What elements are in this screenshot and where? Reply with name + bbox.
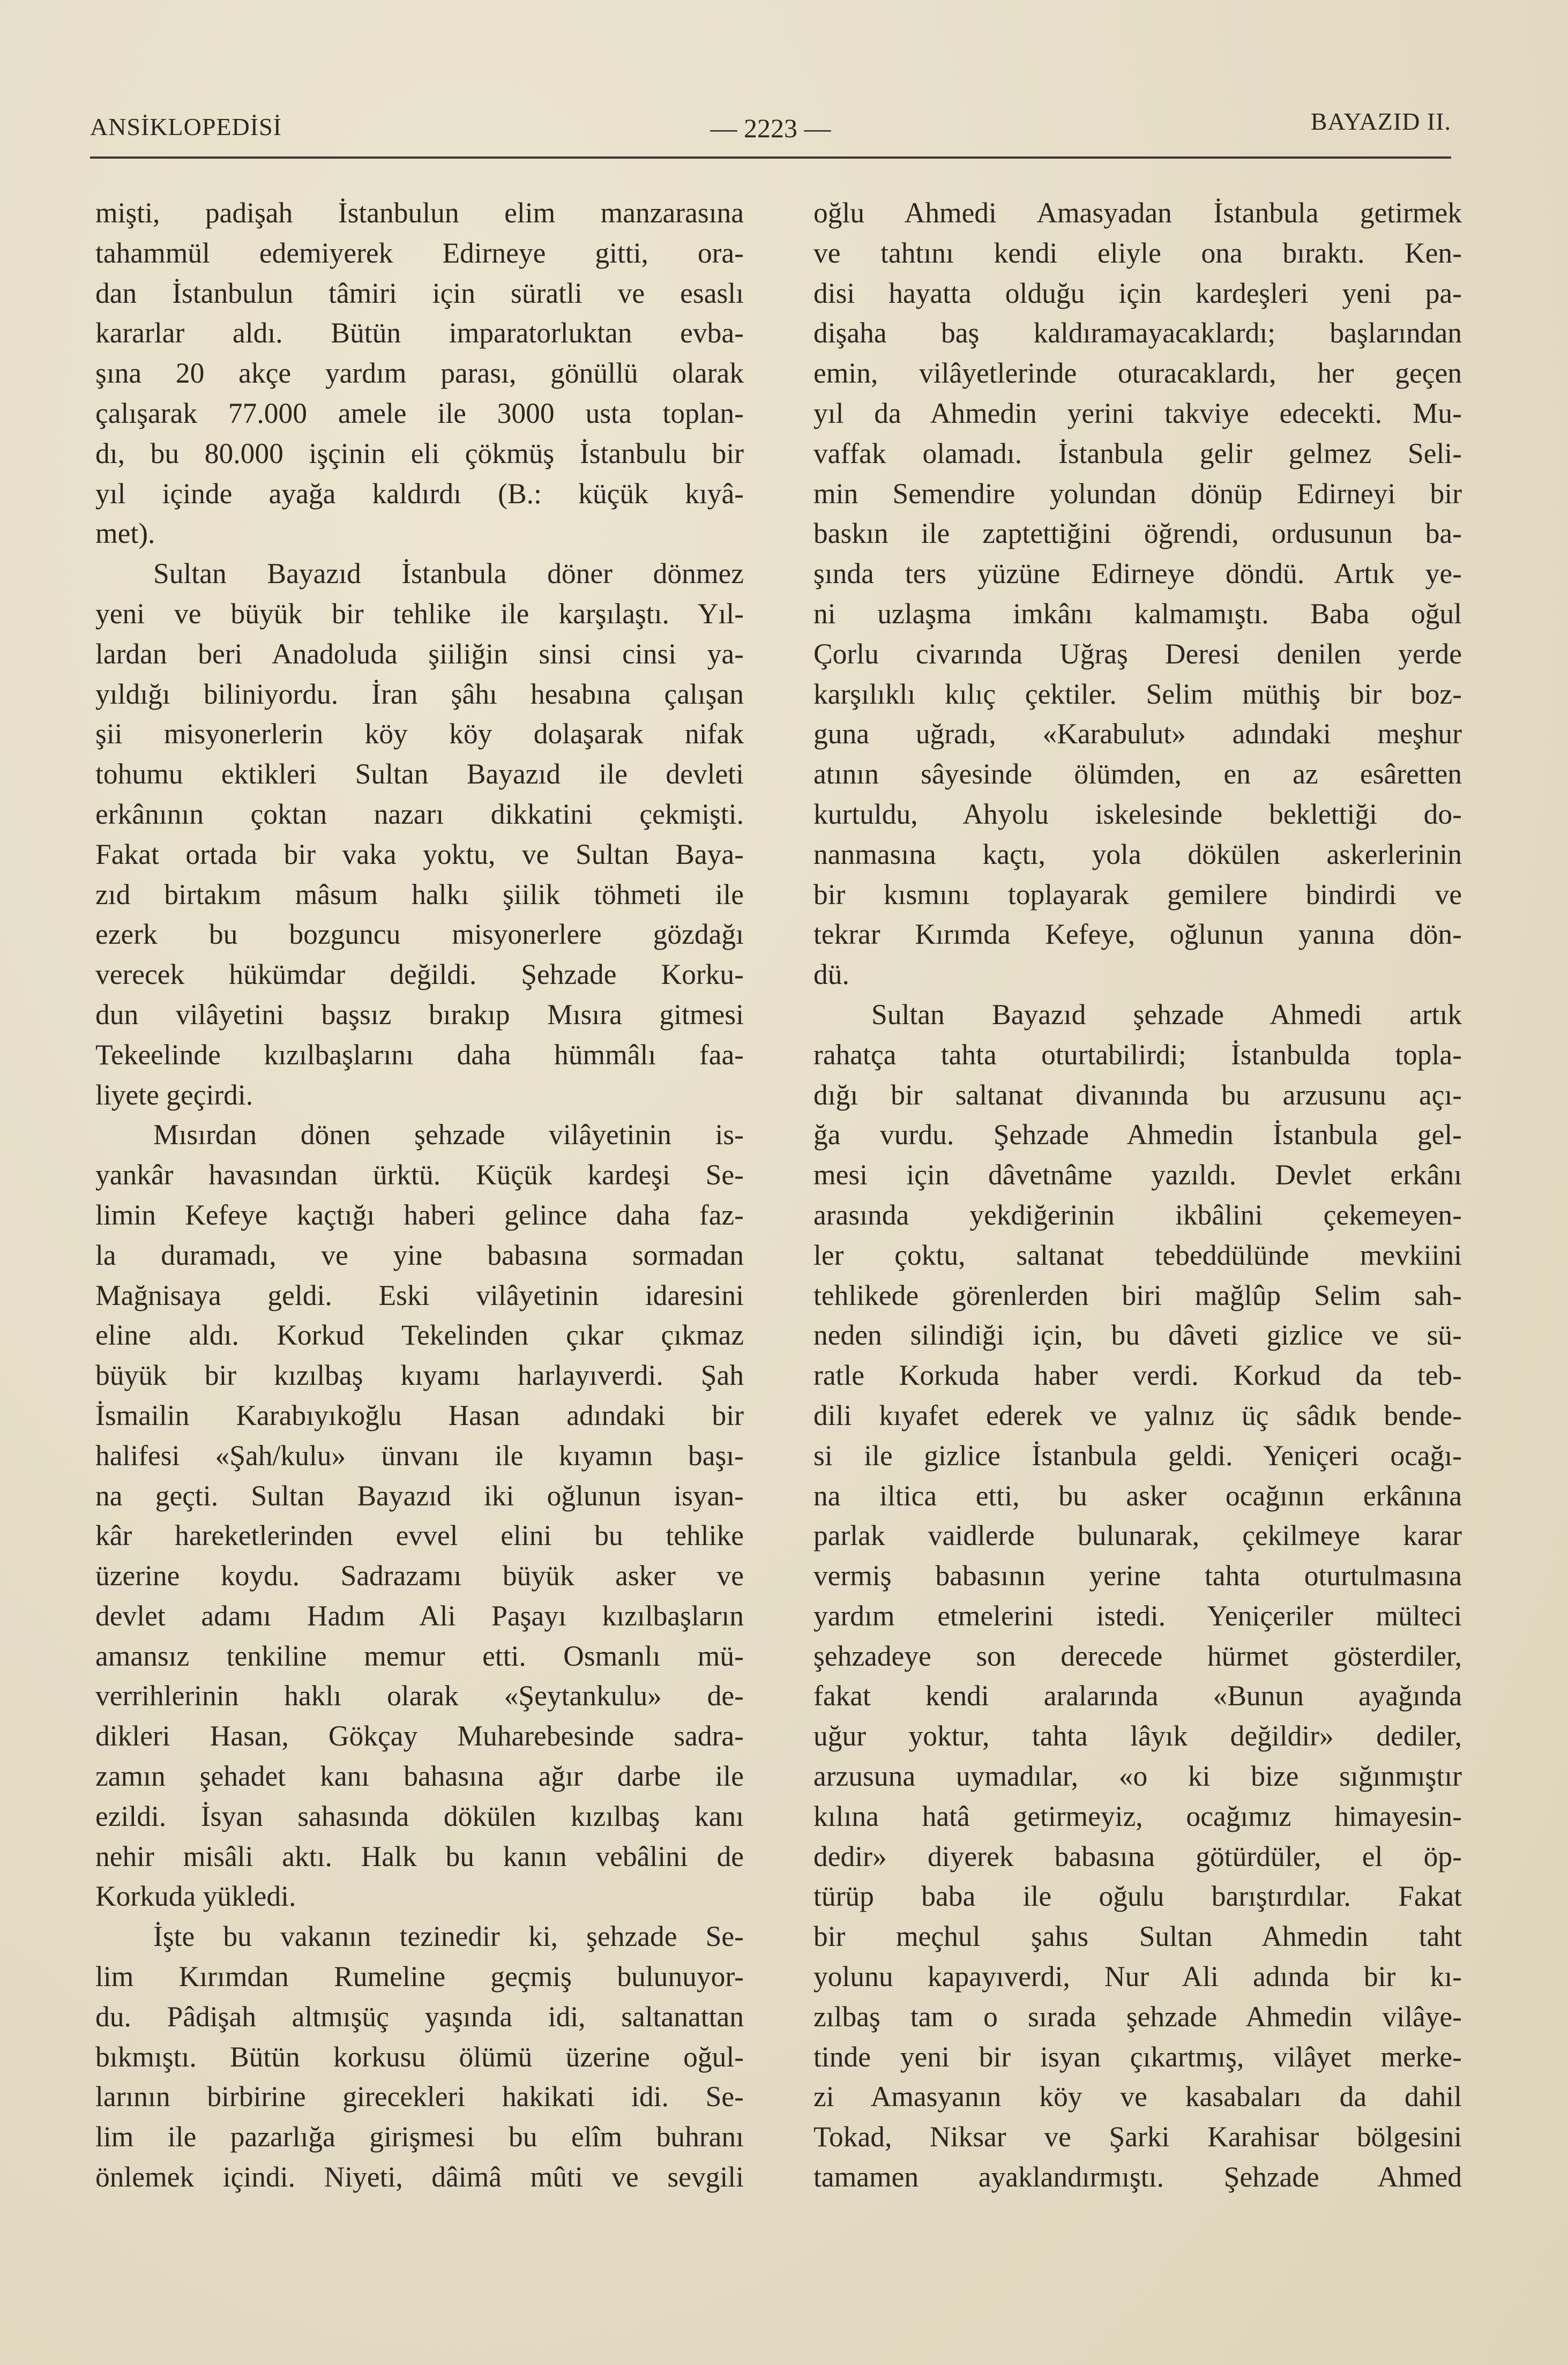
text-line: verecek hükümdar değildi. Şehzade Korku- bbox=[95, 958, 744, 991]
text-line: vermiş babasının yerine tahta oturtulmasına bbox=[813, 1560, 1462, 1592]
text-line: yankâr havasından ürktü. Küçük kardeşi Se- bbox=[95, 1159, 744, 1191]
text-line: türüp baba ile oğulu barıştırdılar. Fakat bbox=[813, 1880, 1462, 1913]
text-line: met). bbox=[95, 517, 155, 550]
text-line: dü. bbox=[813, 958, 849, 991]
text-line: Tekeelinde kızılbaşlarını daha hümmâlı faa- bbox=[95, 1038, 744, 1071]
text-line: tekrar Kırımda Kefeye, oğlunun yanına dön- bbox=[813, 918, 1462, 951]
text-line: Tokad, Niksar ve Şarki Karahisar bölgesini bbox=[813, 2121, 1462, 2153]
text-line: nanmasına kaçtı, yola dökülen askerlerinin bbox=[813, 838, 1462, 870]
text-line: parlak vaidlerde bulunarak, çekilmeye karar bbox=[813, 1519, 1462, 1552]
text-line: dişaha baş kaldıramayacaklardı; başlarından bbox=[813, 317, 1462, 349]
text-line: yolunu kapayıverdi, Nur Ali adında bir kı- bbox=[813, 1960, 1462, 1993]
text-line: tinde yeni bir isyan çıkartmış, vilâyet merke- bbox=[813, 2040, 1462, 2073]
text-line: dili kıyafet ederek ve yalnız üç sâdık bende- bbox=[813, 1399, 1462, 1431]
text-line: önlemek içindi. Niyeti, dâimâ mûti ve sevgili bbox=[95, 2161, 744, 2194]
text-line: arzusuna uymadılar, «o ki bize sığınmıştır bbox=[813, 1760, 1462, 1793]
text-line: fakat kendi aralarında «Bunun ayağında bbox=[813, 1680, 1462, 1712]
text-line: zılbaş tam o sırada şehzade Ahmedin vilâye- bbox=[813, 2000, 1462, 2033]
text-line: bir kısmını toplayarak gemilere bindirdi ve bbox=[813, 878, 1462, 911]
text-line: şına 20 akçe yardım parası, gönüllü olarak bbox=[95, 357, 744, 390]
text-line: yıl da Ahmedin yerini takviye edecekti. Mu- bbox=[813, 397, 1462, 429]
text-line: min Semendire yolundan dönüp Edirneyi bir bbox=[813, 477, 1462, 510]
text-line: ezildi. İsyan sahasında dökülen kızılbaş kanı bbox=[95, 1800, 744, 1832]
text-line: ezerk bu bozguncu misyonerlere gözdağı bbox=[95, 918, 744, 951]
text-line: larının birbirine girecekleri hakikati idi. Se- bbox=[95, 2080, 744, 2113]
text-line: tamamen ayaklandırmıştı. Şehzade Ahmed bbox=[813, 2161, 1462, 2194]
text-line: baskın ile zaptettiğini öğrendi, ordusunun ba- bbox=[813, 517, 1462, 550]
text-line: dikleri Hasan, Gökçay Muharebesinde sadra- bbox=[95, 1720, 744, 1752]
text-line: kurtuldu, Ahyolu iskelesinde beklettiği do- bbox=[813, 797, 1462, 830]
text-line: dı, bu 80.000 işçinin eli çökmüş İstanbulu bir bbox=[95, 437, 744, 469]
text-line: neden silindiği için, bu dâveti gizlice ve sü- bbox=[813, 1319, 1462, 1352]
text-line: dedir» diyerek babasına götürdüler, el öp- bbox=[813, 1840, 1462, 1872]
text-line: Korkuda yükledi. bbox=[95, 1880, 296, 1913]
header-entry-title: BAYAZID II. bbox=[1310, 108, 1451, 135]
text-line: amansız tenkiline memur etti. Osmanlı mü- bbox=[95, 1639, 744, 1672]
text-line: şında ters yüzüne Edirneye döndü. Artık ye- bbox=[813, 557, 1462, 590]
text-line: na geçti. Sultan Bayazıd iki oğlunun isyan- bbox=[95, 1479, 744, 1512]
text-line: halifesi «Şah/kulu» ünvanı ile kıyamın başı- bbox=[95, 1439, 744, 1472]
text-line: yardım etmelerini istedi. Yeniçeriler mülteci bbox=[813, 1599, 1462, 1632]
text-line: si ile gizlice İstanbula geldi. Yeniçeri ocağı- bbox=[813, 1439, 1462, 1472]
text-line: şehzadeye son derecede hürmet gösterdiler, bbox=[813, 1639, 1462, 1672]
text-line: İsmailin Karabıyıkoğlu Hasan adındaki bir bbox=[95, 1399, 744, 1431]
text-line: yıl içinde ayağa kaldırdı (B.: küçük kıyâ- bbox=[95, 477, 744, 510]
text-line: yıldığı biliniyordu. İran şâhı hesabına çalışan bbox=[95, 677, 744, 710]
text-line: kılına hatâ getirmeyiz, ocağımız himayesin- bbox=[813, 1800, 1462, 1832]
text-line: dığı bir saltanat divanında bu arzusunu açı- bbox=[813, 1078, 1462, 1111]
text-line: rahatça tahta oturtabilirdi; İstanbulda topla- bbox=[813, 1038, 1462, 1071]
text-line: nehir misâli aktı. Halk bu kanın vebâlini de bbox=[95, 1840, 744, 1872]
text-line: lim Kırımdan Rumeline geçmiş bulunuyor- bbox=[95, 1960, 744, 1993]
text-line: mesi için dâvetnâme yazıldı. Devlet erkânı bbox=[813, 1159, 1462, 1191]
text-line: ni uzlaşma imkânı kalmamıştı. Baba oğul bbox=[813, 597, 1462, 630]
text-line: uğur yoktur, tahta lâyık değildir» dediler, bbox=[813, 1720, 1462, 1752]
page-number: — 2223 — bbox=[710, 113, 831, 143]
text-line: İşte bu vakanın tezinedir ki, şehzade Se- bbox=[153, 1920, 744, 1953]
text-line: çalışarak 77.000 amele ile 3000 usta toplan- bbox=[95, 397, 744, 429]
text-line: zi Amasyanın köy ve kasabaları da dahil bbox=[813, 2080, 1462, 2113]
right-text-column bbox=[813, 193, 1462, 2197]
text-line: oğlu Ahmedi Amasyadan İstanbula getirmek bbox=[813, 197, 1462, 229]
text-line: Çorlu civarında Uğraş Deresi denilen yerde bbox=[813, 637, 1462, 670]
text-line: kâr hareketlerinden evvel elini bu tehlike bbox=[95, 1519, 744, 1552]
text-line: tahammül edemiyerek Edirneye gitti, ora- bbox=[95, 236, 744, 269]
text-line: tehlikede görenlerden biri mağlûp Selim sah- bbox=[813, 1279, 1462, 1311]
header-rule bbox=[90, 156, 1451, 159]
text-line: liyete geçirdi. bbox=[95, 1078, 253, 1111]
text-line: bıkmıştı. Bütün korkusu ölümü üzerine oğul- bbox=[95, 2040, 744, 2073]
text-line: büyük bir kızılbaş kıyamı harlayıverdi. Şah bbox=[95, 1359, 744, 1392]
text-line: ve tahtını kendi eliyle ona bıraktı. Ken- bbox=[813, 236, 1462, 269]
text-line: lim ile pazarlığa girişmesi bu elîm buhranı bbox=[95, 2121, 744, 2153]
text-line: lardan beri Anadoluda şiiliğin sinsi cinsi ya- bbox=[95, 637, 744, 670]
text-line: dun vilâyetini başsız bırakıp Mısıra gitmesi bbox=[95, 998, 744, 1031]
text-line: disi hayatta olduğu için kardeşleri yeni pa- bbox=[813, 277, 1462, 309]
text-line: mişti, padişah İstanbulun elim manzarasına bbox=[95, 197, 744, 229]
text-line: ğa vurdu. Şehzade Ahmedin İstanbula gel- bbox=[813, 1118, 1462, 1151]
text-line: kararlar aldı. Bütün imparatorluktan evba- bbox=[95, 317, 744, 349]
text-line: bir meçhul şahıs Sultan Ahmedin taht bbox=[813, 1920, 1462, 1953]
text-line: arasında yekdiğerinin ikbâlini çekemeyen- bbox=[813, 1198, 1462, 1231]
text-line: vaffak olamadı. İstanbula gelir gelmez Seli- bbox=[813, 437, 1462, 469]
text-line: karşılıklı kılıç çektiler. Selim müthiş bir boz- bbox=[813, 677, 1462, 710]
text-line: eline aldı. Korkud Tekelinden çıkar çıkmaz bbox=[95, 1319, 744, 1352]
left-text-column bbox=[95, 193, 744, 2197]
text-line: zıd birtakım mâsum halkı şiilik töhmeti ile bbox=[95, 878, 744, 911]
text-line: ratle Korkuda haber verdi. Korkud da teb- bbox=[813, 1359, 1462, 1392]
text-line: tohumu ektikleri Sultan Bayazıd ile devleti bbox=[95, 758, 744, 790]
text-line: ler çoktu, saltanat tebeddülünde mevkiini bbox=[813, 1239, 1462, 1271]
text-line: Mağnisaya geldi. Eski vilâyetinin idaresini bbox=[95, 1279, 744, 1311]
header-encyclopedia-title: ANSİKLOPEDİSİ bbox=[90, 113, 282, 140]
text-line: şii misyonerlerin köy köy dolaşarak nifak bbox=[95, 718, 744, 750]
text-line: zamın şehadet kanı bahasına ağır darbe ile bbox=[95, 1760, 744, 1793]
text-line: limin Kefeye kaçtığı haberi gelince daha faz- bbox=[95, 1198, 744, 1231]
text-line: la duramadı, ve yine babasına sormadan bbox=[95, 1239, 744, 1271]
text-line: Sultan Bayazıd İstanbula döner dönmez bbox=[153, 557, 744, 590]
text-line: na iltica etti, bu asker ocağının erkânına bbox=[813, 1479, 1462, 1512]
text-line: guna uğradı, «Karabulut» adındaki meşhur bbox=[813, 718, 1462, 750]
text-line: verrihlerinin haklı olarak «Şeytankulu» de- bbox=[95, 1680, 744, 1712]
text-line: erkânının çoktan nazarı dikkatini çekmişti. bbox=[95, 797, 744, 830]
text-line: yeni ve büyük bir tehlike ile karşılaştı. Yıl- bbox=[95, 597, 744, 630]
text-line: emin, vilâyetlerinde oturacaklardı, her geçen bbox=[813, 357, 1462, 390]
text-line: du. Pâdişah altmışüç yaşında idi, saltanattan bbox=[95, 2000, 744, 2033]
page-header bbox=[90, 107, 1451, 145]
text-line: dan İstanbulun tâmiri için süratli ve esaslı bbox=[95, 277, 744, 309]
text-line: üzerine koydu. Sadrazamı büyük asker ve bbox=[95, 1560, 744, 1592]
text-line: Mısırdan dönen şehzade vilâyetinin is- bbox=[153, 1118, 744, 1151]
text-line: atının sâyesinde ölümden, en az esâretten bbox=[813, 758, 1462, 790]
text-line: Sultan Bayazıd şehzade Ahmedi artık bbox=[871, 998, 1462, 1031]
text-line: Fakat ortada bir vaka yoktu, ve Sultan Baya- bbox=[95, 838, 744, 870]
text-line: devlet adamı Hadım Ali Paşayı kızılbaşların bbox=[95, 1599, 744, 1632]
